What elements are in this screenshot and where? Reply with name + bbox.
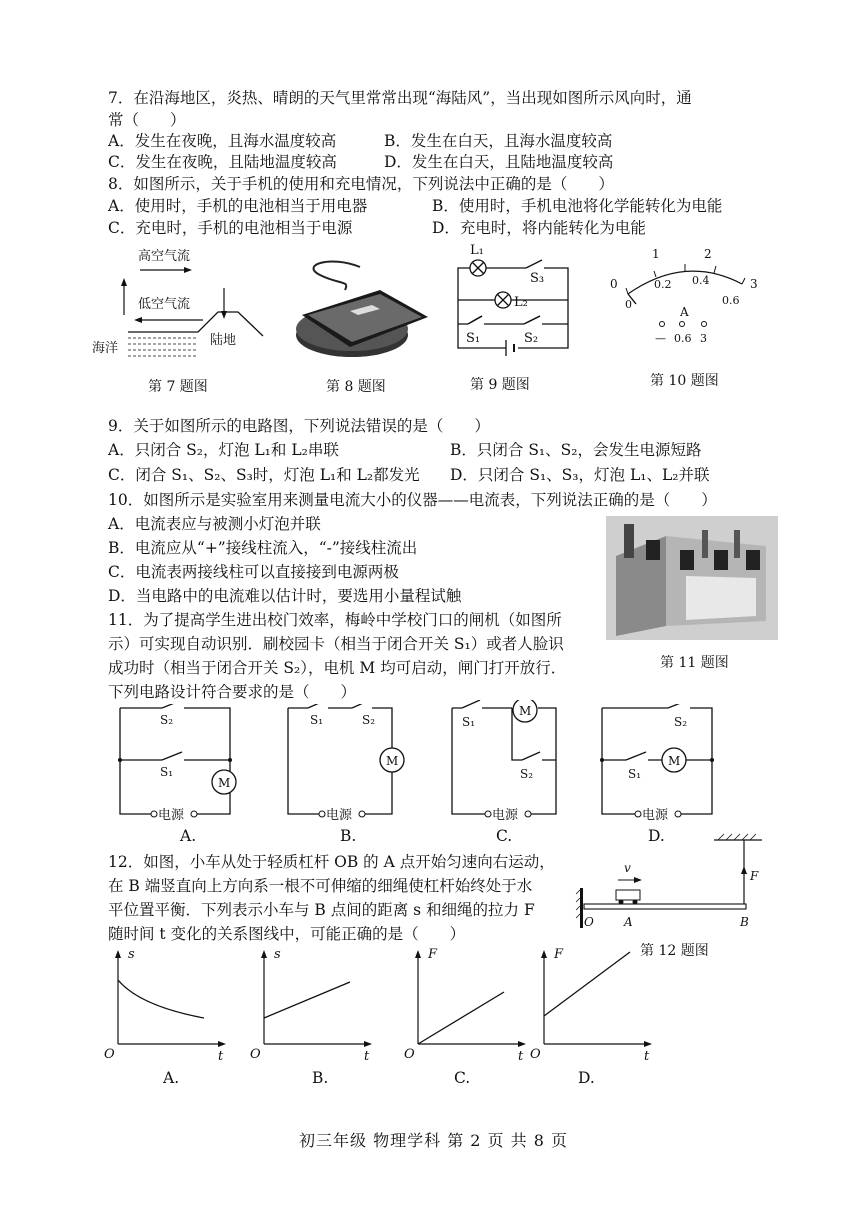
q9-option-a[interactable]: A．只闭合 S₂，灯泡 L₁和 L₂串联 <box>108 441 339 459</box>
q10-option-d[interactable]: D．当电路中的电流难以估计时，要选用小量程试触 <box>108 587 462 605</box>
q11d-s2-label: S₂ <box>674 715 688 729</box>
fig10-top-3: 3 <box>750 277 758 291</box>
q8-option-d[interactable]: D．充电时，将内能转化为电能 <box>432 219 646 237</box>
q7-option-a[interactable]: A．发生在夜晚，且海水温度较高 <box>108 132 337 150</box>
fig10-top-0: 0 <box>610 277 618 291</box>
q12-graph-c[interactable] <box>400 944 530 1064</box>
q11a-motor-label: M <box>218 776 231 790</box>
figure-9-caption: 第 9 题图 <box>470 377 530 393</box>
q11-stem-line1: 11．为了提高学生进出校门效率，梅岭中学校门口的闸机（如图所 <box>108 611 562 629</box>
q11-circuit-d[interactable] <box>596 704 720 822</box>
q11-stem-line3: 成功时（相当于闭合开关 S₂），电机 M 均可启动，闸门打开放行． <box>108 659 567 677</box>
q12-graph-b[interactable] <box>246 944 376 1064</box>
figure-10-caption: 第 10 题图 <box>650 373 719 389</box>
fig7-land-label: 陆地 <box>210 333 237 348</box>
q10-option-a[interactable]: A．电流表应与被测小灯泡并联 <box>108 515 321 533</box>
q11b-power-label: 电源 <box>326 808 353 822</box>
fig9-s3-label: S₃ <box>530 271 545 286</box>
q11b-s2-label: S₂ <box>362 713 376 727</box>
q12b-x-label: t <box>364 1049 370 1064</box>
q8-option-a[interactable]: A．使用时，手机的电池相当于用电器 <box>108 197 368 215</box>
page-footer: 初三年级 物理学科 第 2 页 共 8 页 <box>299 1131 568 1150</box>
fig7-high-air-label: 高空气流 <box>138 249 191 264</box>
q12d-origin-label: O <box>530 1047 541 1062</box>
q8-option-b[interactable]: B．使用时，手机电池将化学能转化为电能 <box>432 197 723 215</box>
fig9-s2-label: S₂ <box>524 331 539 346</box>
q9-option-d[interactable]: D．只闭合 S₁、S₃，灯泡 L₁、L₂并联 <box>450 466 710 484</box>
q12c-origin-label: O <box>404 1047 415 1062</box>
q12-stem-line4: 随时间 t 变化的关系图线中，可能正确的是（ ） <box>108 925 466 943</box>
figure-9-circuit <box>448 238 588 368</box>
q12c-x-label: t <box>518 1049 524 1064</box>
q11-stem-line4: 下列电路设计符合要求的是（ ） <box>108 683 357 701</box>
q11d-motor-label: M <box>668 754 681 768</box>
q12a-y-label: s <box>128 947 135 962</box>
q7-stem-line1: 7．在沿海地区，炎热、晴朗的天气里常常出现“海陆风”，当出现如图所示风向时，通 <box>108 89 692 107</box>
q12b-y-label: s <box>274 947 281 962</box>
fig10-ammeter-symbol: A <box>680 305 689 319</box>
q9-stem: 9．关于如图所示的电路图，下列说法错误的是（ ） <box>108 417 490 435</box>
figure-8-phone-charging <box>290 255 440 365</box>
fig7-low-air-label: 低空气流 <box>138 297 191 312</box>
fig10-top-2: 2 <box>704 247 712 261</box>
fig12-a-label: A <box>624 915 633 929</box>
q11-circuit-a[interactable] <box>112 704 242 822</box>
q11a-s2-label: S₂ <box>160 713 174 727</box>
q11-circuit-c[interactable] <box>446 700 566 822</box>
q7-option-d[interactable]: D．发生在白天，且陆地温度较高 <box>384 153 614 171</box>
fig10-bottom-0.2: 0.2 <box>654 278 672 291</box>
fig12-b-label: B <box>740 915 749 929</box>
fig10-top-1: 1 <box>652 247 660 261</box>
figure-7-caption: 第 7 题图 <box>148 379 208 395</box>
fig10-bottom-0: 0 <box>625 298 632 311</box>
figure-12-caption: 第 12 题图 <box>640 943 709 959</box>
fig10-bottom-0.4: 0.4 <box>692 274 710 287</box>
q12-option-b[interactable]: B. <box>312 1069 329 1087</box>
q7-option-c[interactable]: C．发生在夜晚，且陆地温度较高 <box>108 153 337 171</box>
fig12-velocity-label: v <box>624 861 631 875</box>
q11d-power-label: 电源 <box>642 808 669 822</box>
q12-stem-line1: 12．如图，小车从处于轻质杠杆 OB 的 A 点开始匀速向右运动， <box>108 853 555 871</box>
fig9-l2-label: L₂ <box>514 295 528 310</box>
q11a-s1-label: S₁ <box>160 765 174 779</box>
q11-circuit-b[interactable] <box>280 704 410 822</box>
q11-stem-line2: 示）可实现自动识别．刷校园卡（相当于闭合开关 S₁）或者人脸识 <box>108 635 564 653</box>
q8-option-c[interactable]: C．充电时，手机的电池相当于电源 <box>108 219 353 237</box>
q7-stem-line2: 常（ ） <box>108 111 186 129</box>
q12a-x-label: t <box>218 1049 224 1064</box>
q11c-power-label: 电源 <box>492 808 519 822</box>
q10-option-b[interactable]: B．电流应从“+”接线柱流入，“-”接线柱流出 <box>108 539 418 557</box>
q12b-origin-label: O <box>250 1047 261 1062</box>
figure-8-caption: 第 8 题图 <box>326 379 386 395</box>
figure-11-caption: 第 11 题图 <box>660 655 729 671</box>
q10-stem: 10．如图所示是实验室用来测量电流大小的仪器——电流表，下列说法正确的是（ ） <box>108 491 717 509</box>
q12-option-a[interactable]: A. <box>163 1069 180 1087</box>
q12-option-d[interactable]: D. <box>578 1069 595 1087</box>
q12-stem-line3: 平位置平衡．下列表示小车与 B 点间的距离 s 和细绳的拉力 F <box>108 901 535 919</box>
figure-12-lever <box>574 830 764 936</box>
q11c-s1-label: S₁ <box>462 715 476 729</box>
q11-option-b[interactable]: B. <box>340 827 357 845</box>
fig9-s1-label: S₁ <box>466 331 481 346</box>
fig10-bottom-0.6: 0.6 <box>722 294 740 307</box>
q11-option-a[interactable]: A. <box>180 827 197 845</box>
q12-stem-line2: 在 B 端竖直向上方向系一根不可伸缩的细绳使杠杆始终处于水 <box>108 877 533 895</box>
q11b-motor-label: M <box>386 754 399 768</box>
figure-7-sea-land-breeze <box>88 240 278 365</box>
fig7-sea-label: 海洋 <box>92 341 119 356</box>
q12a-origin-label: O <box>104 1047 115 1062</box>
fig12-force-label: F <box>750 869 759 883</box>
q12d-x-label: t <box>644 1049 650 1064</box>
q11a-power-label: 电源 <box>158 808 185 822</box>
q10-option-c[interactable]: C．电流表两接线柱可以直接接到电源两极 <box>108 563 399 581</box>
q11d-s1-label: S₁ <box>628 767 642 781</box>
fig10-terminal-3: 3 <box>700 332 707 345</box>
q8-stem: 8．如图所示，关于手机的使用和充电情况，下列说法中正确的是（ ） <box>108 175 614 193</box>
q11c-s2-label: S₂ <box>520 767 534 781</box>
q11-option-c[interactable]: C. <box>496 827 513 845</box>
q11b-s1-label: S₁ <box>310 713 324 727</box>
q12-option-c[interactable]: C. <box>454 1069 471 1087</box>
q7-option-b[interactable]: B．发生在白天，且海水温度较高 <box>384 132 613 150</box>
figure-11-turnstile-photo <box>606 516 778 640</box>
q11-option-d[interactable]: D. <box>648 827 665 845</box>
figure-10-ammeter-dial <box>600 244 770 354</box>
q12c-y-label: F <box>428 947 438 962</box>
q11c-motor-label: M <box>519 704 532 718</box>
fig10-terminal-0.6: 0.6 <box>674 332 692 345</box>
q9-option-c[interactable]: C．闭合 S₁、S₂、S₃时，灯泡 L₁和 L₂都发光 <box>108 466 420 484</box>
fig10-terminal-minus: — <box>655 332 666 345</box>
q9-option-b[interactable]: B．只闭合 S₁、S₂，会发生电源短路 <box>450 441 702 459</box>
fig9-l1-label: L₁ <box>470 243 484 258</box>
q12d-y-label: F <box>554 947 564 962</box>
q12-graph-a[interactable] <box>100 944 230 1064</box>
fig12-o-label: O <box>584 915 594 929</box>
q12-graph-d[interactable] <box>526 944 656 1064</box>
